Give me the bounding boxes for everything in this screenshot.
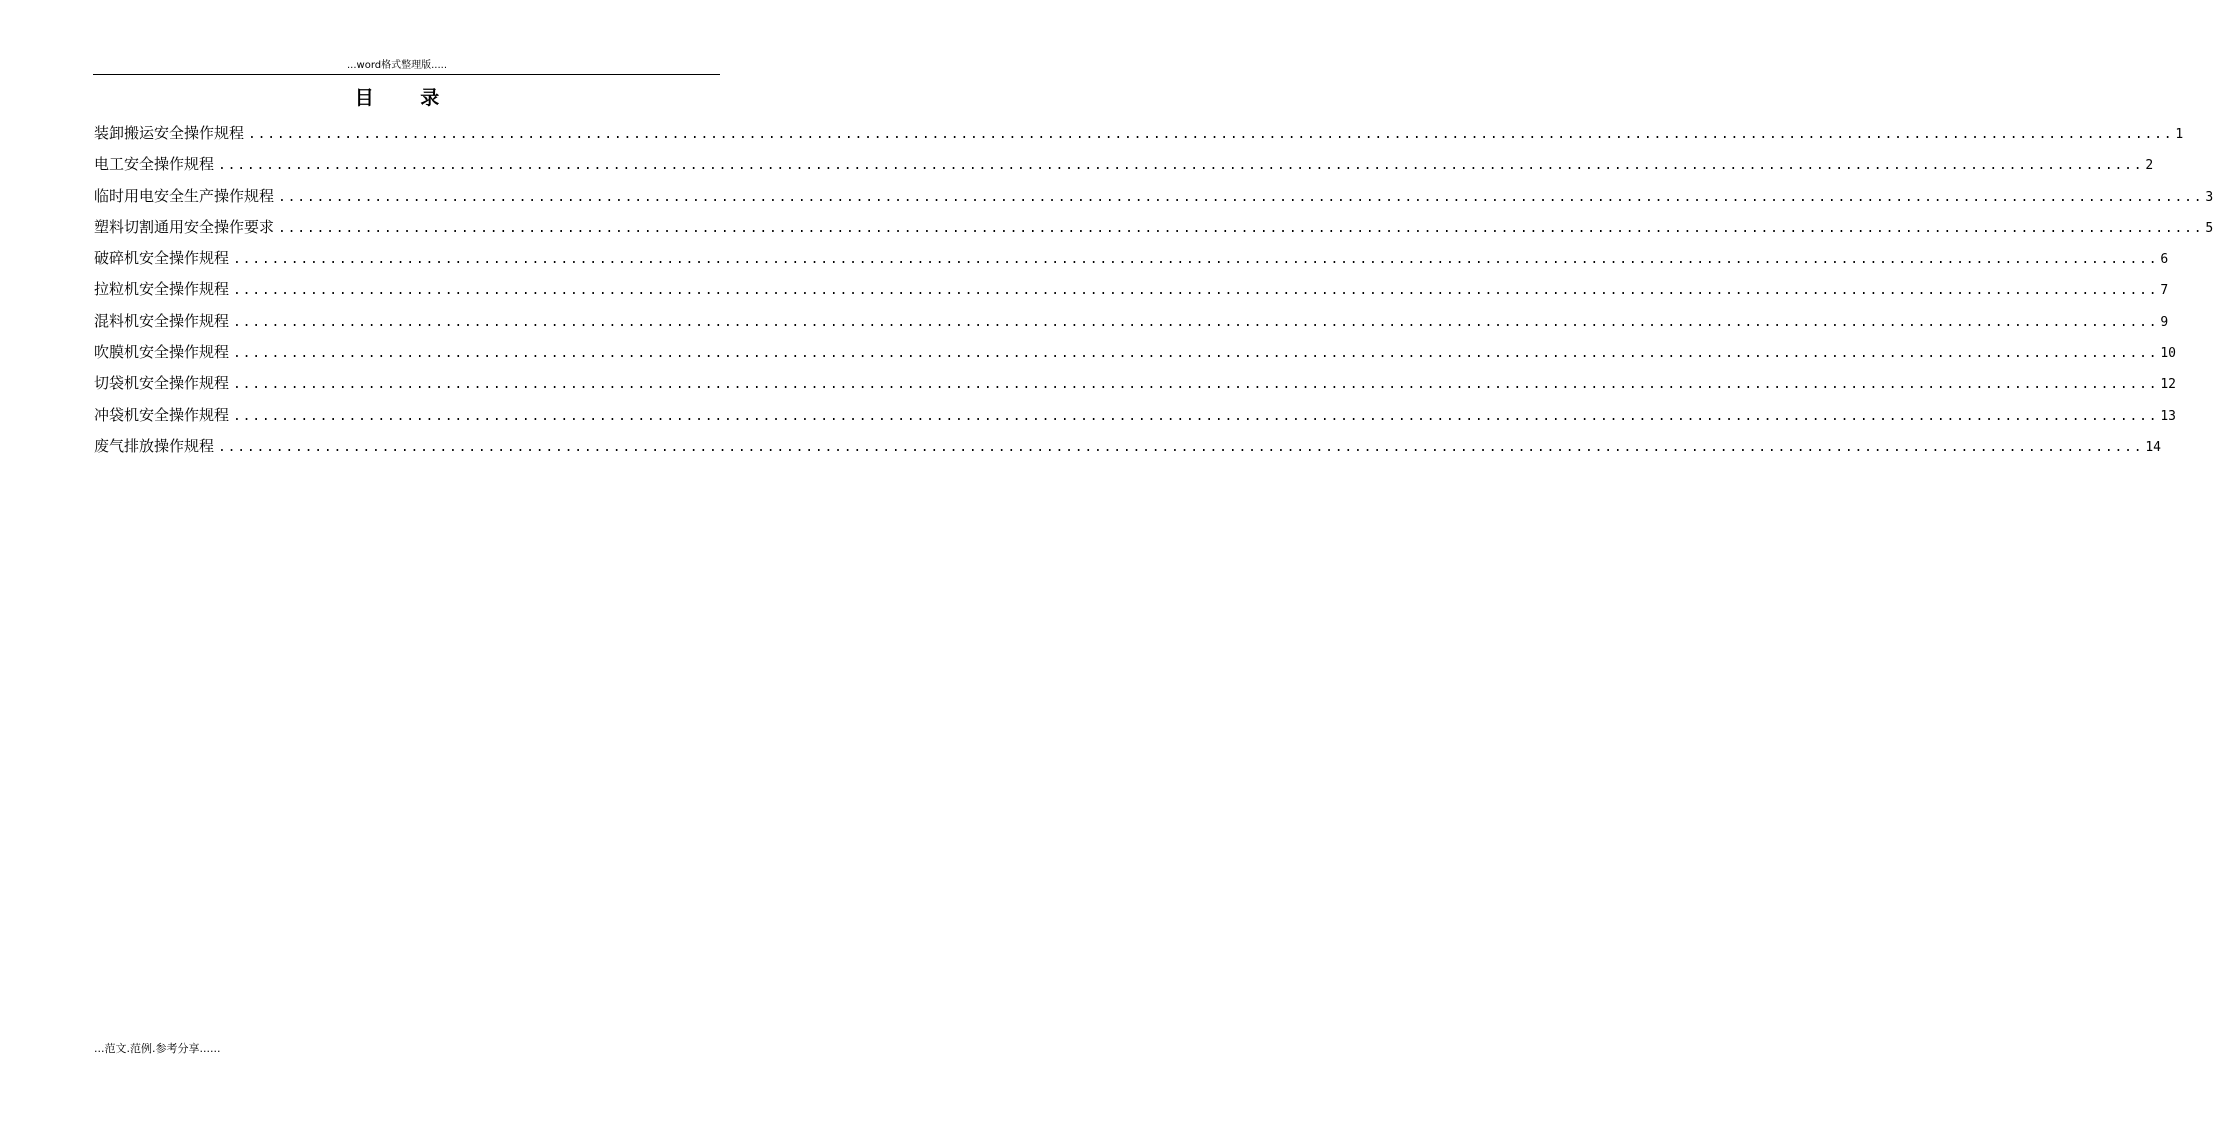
toc-entry-label: 拉粒机安全操作规程 bbox=[94, 280, 230, 299]
toc-entry-page: 3 bbox=[2205, 189, 2213, 205]
toc-list bbox=[94, 120, 2213, 464]
toc-entry-label: 冲袋机安全操作规程 bbox=[94, 405, 230, 424]
toc-entry[interactable] bbox=[94, 214, 2213, 245]
toc-entry-label: 破碎机安全操作规程 bbox=[94, 249, 230, 268]
toc-entry-label: 废气排放操作规程 bbox=[94, 436, 215, 455]
toc-dot-leader: ........................................................................................................................................................................................................ bbox=[233, 252, 2159, 268]
toc-entry[interactable] bbox=[94, 151, 2154, 182]
toc-entry-page: 13 bbox=[2160, 408, 2177, 424]
toc-dot-leader: ........................................................................................................................................................................................................ bbox=[218, 439, 2144, 455]
toc-dot-leader: ........................................................................................................................................................................................................ bbox=[233, 314, 2159, 330]
toc-entry-label: 电工安全操作规程 bbox=[94, 155, 215, 174]
page-footer: ...范文.范例.参考分享...... bbox=[94, 1042, 221, 1055]
toc-dot-leader: ........................................................................................................................................................................................................ bbox=[278, 220, 2204, 236]
toc-entry[interactable] bbox=[94, 402, 2177, 433]
toc-entry-page: 9 bbox=[2160, 314, 2169, 330]
toc-entry-page: 14 bbox=[2145, 439, 2162, 455]
toc-entry[interactable] bbox=[94, 339, 2177, 370]
toc-entry-label: 装卸搬运安全操作规程 bbox=[94, 124, 245, 142]
toc-dot-leader: ........................................................................................................................................................................................................ bbox=[233, 408, 2159, 424]
toc-entry[interactable] bbox=[94, 276, 2169, 307]
toc-entry[interactable] bbox=[94, 245, 2169, 276]
toc-entry[interactable] bbox=[94, 433, 2162, 464]
toc-entry-label: 混料机安全操作规程 bbox=[94, 311, 230, 330]
toc-title: 目 录 bbox=[354, 87, 460, 109]
toc-entry-page: 6 bbox=[2160, 252, 2169, 268]
toc-entry[interactable] bbox=[94, 120, 2184, 151]
toc-entry-page: 2 bbox=[2145, 158, 2154, 174]
toc-entry-label: 塑料切割通用安全操作要求 bbox=[94, 217, 275, 236]
toc-dot-leader: ........................................................................................................................................................................................................ bbox=[248, 127, 2174, 142]
toc-entry-page: 10 bbox=[2160, 346, 2177, 362]
toc-entry[interactable] bbox=[94, 183, 2213, 214]
toc-entry-page: 5 bbox=[2205, 220, 2213, 236]
toc-entry-page: 1 bbox=[2175, 127, 2184, 142]
toc-entry-label: 切袋机安全操作规程 bbox=[94, 374, 230, 393]
toc-dot-leader: ........................................................................................................................................................................................................ bbox=[233, 346, 2159, 362]
toc-entry-page: 12 bbox=[2160, 377, 2177, 393]
toc-entry-label: 吹膜机安全操作规程 bbox=[94, 343, 230, 362]
toc-entry-page: 7 bbox=[2160, 283, 2169, 299]
toc-entry[interactable] bbox=[94, 370, 2177, 401]
toc-entry-label: 临时用电安全生产操作规程 bbox=[94, 186, 275, 205]
toc-dot-leader: ........................................................................................................................................................................................................ bbox=[233, 283, 2159, 299]
toc-entry[interactable] bbox=[94, 308, 2169, 339]
header-rule bbox=[93, 74, 720, 75]
toc-dot-leader: ........................................................................................................................................................................................................ bbox=[278, 189, 2204, 205]
page-header: ...word格式整理版..... bbox=[346, 60, 447, 71]
toc-dot-leader: ........................................................................................................................................................................................................ bbox=[218, 158, 2144, 174]
toc-dot-leader: ........................................................................................................................................................................................................ bbox=[233, 377, 2159, 393]
